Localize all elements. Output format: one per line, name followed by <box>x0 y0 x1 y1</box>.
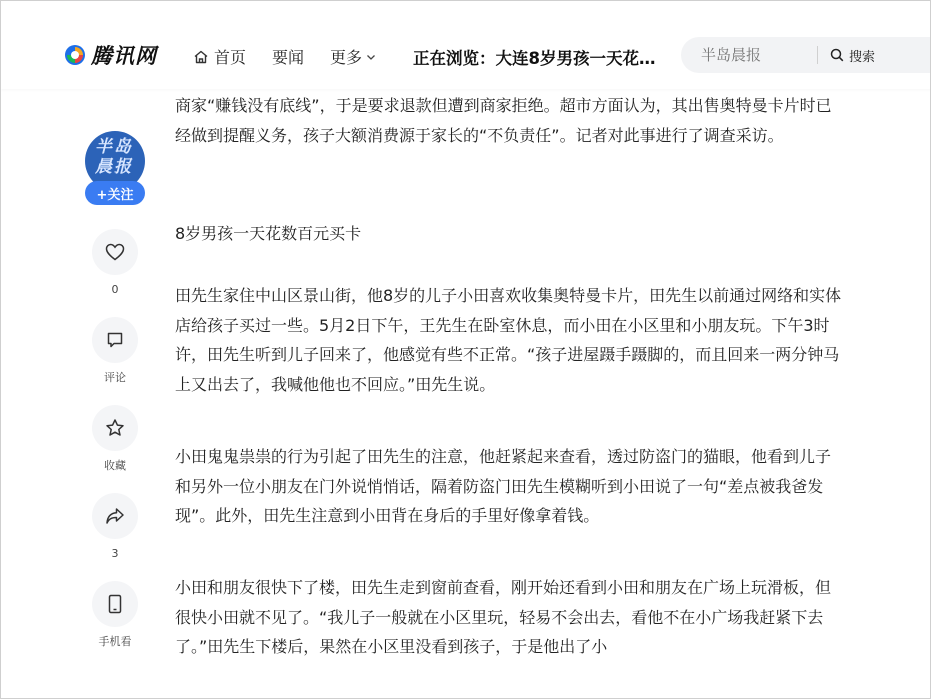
star-icon <box>105 418 125 438</box>
nav-more-label: 更多 <box>330 48 363 67</box>
search-divider <box>817 46 818 64</box>
search-input[interactable] <box>699 45 811 65</box>
collect-label: 收藏 <box>104 459 126 472</box>
comment-button[interactable] <box>92 317 138 363</box>
mobile-button[interactable] <box>92 581 138 627</box>
like-button[interactable] <box>92 229 138 275</box>
avatar-logo-text: 半岛晨报 <box>95 137 133 177</box>
article-paragraph: 小田鬼鬼祟祟的行为引起了田先生的注意，他赶紧起来查看，透过防盗门的猫眼，他看到儿子和另外一位小朋友在门外说悄悄话，隔着防盗门田先生模糊听到小田说了一句“差点被我爸发现”。此外，田先生注意到小田背在身后的手里好像拿着钱。 <box>175 447 832 525</box>
tencent-logo-icon <box>63 43 87 67</box>
chevron-down-icon <box>365 51 377 63</box>
collect-action[interactable] <box>92 405 138 472</box>
now-browsing-title[interactable]: 正在浏览：大连8岁男孩一天花… <box>413 49 656 68</box>
comment-icon <box>106 331 124 349</box>
article-paragraph: 小田和朋友很快下了楼，田先生走到窗前查看，刚开始还看到小田和朋友在广场上玩滑板，但很快小田就不见了。“我儿子一般就在小区里玩，轻易不会出去，看他不在小广场我赶紧下去了。”田先生下楼后，果然在小区里没看到孩子，于是他出了小 <box>175 578 832 656</box>
share-action[interactable] <box>92 493 138 560</box>
nav-news[interactable] <box>272 45 304 68</box>
article-subtitle: 8岁男孩一天花数百元买卡 <box>175 224 362 243</box>
logo-text: 腾讯网 <box>91 44 157 68</box>
like-count: 0 <box>111 283 119 296</box>
collect-button[interactable] <box>92 405 138 451</box>
search-icon <box>830 48 844 62</box>
search-button-label: 搜索 <box>849 49 876 65</box>
home-icon <box>193 49 209 65</box>
share-button[interactable] <box>92 493 138 539</box>
phone-icon <box>108 594 122 614</box>
comment-label: 评论 <box>104 371 126 384</box>
tencent-logo[interactable] <box>63 41 157 69</box>
share-count: 3 <box>111 547 119 560</box>
article-paragraph: 商家“赚钱没有底线”，于是要求退款但遭到商家拒绝。超市方面认为，其出售奥特曼卡片时已经做到提醒义务，孩子大额消费源于家长的“不负责任”。记者对此事进行了调查采访。 <box>175 96 832 145</box>
main-nav <box>193 45 403 68</box>
nav-home[interactable] <box>193 45 246 68</box>
mobile-label: 手机看 <box>98 635 132 648</box>
site-header <box>1 1 931 89</box>
search-box <box>681 37 931 73</box>
comment-action[interactable] <box>92 317 138 384</box>
share-icon <box>105 507 125 525</box>
nav-more[interactable] <box>330 45 377 68</box>
heart-icon <box>105 243 125 261</box>
mobile-action[interactable] <box>92 581 138 648</box>
follow-button[interactable]: +关注 <box>85 181 145 205</box>
nav-news-label: 要闻 <box>272 48 305 67</box>
nav-home-label: 首页 <box>214 48 247 67</box>
article-paragraph: 田先生家住中山区景山街，他8岁的儿子小田喜欢收集奥特曼卡片，田先生以前通过网络和实体店给孩子买过一些。5月2日下午，王先生在卧室休息，而小田在小区里和小朋友玩。下午3时许，田先生听到儿子回来了，他感觉有些不正常。“孩子进屋蹑手蹑脚的，而且回来一两分钟马上又出去了，我喊他他也不回应。”田先生说。 <box>175 286 842 394</box>
like-action[interactable] <box>92 229 138 296</box>
search-button[interactable] <box>830 46 875 65</box>
